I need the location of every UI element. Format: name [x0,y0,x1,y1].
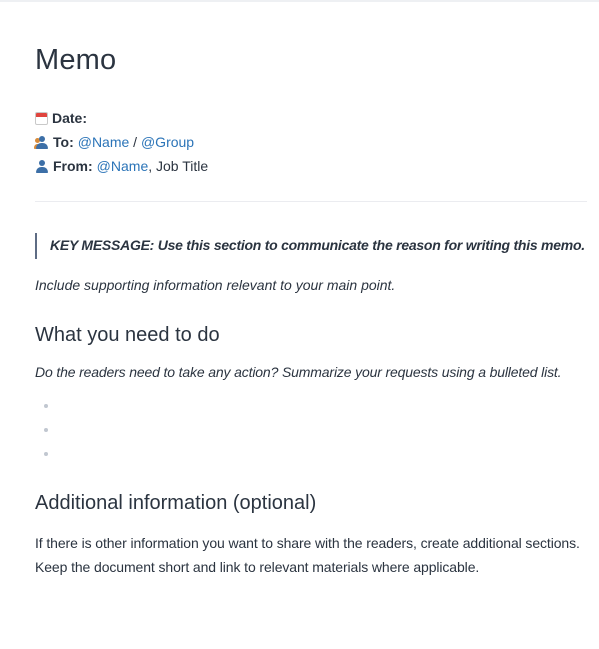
action-prompt-text[interactable]: Do the readers need to take any action? Summarize your requests using a bulleted list. [35,364,562,380]
people-icon [35,135,49,149]
divider [35,201,587,202]
key-message-text: KEY MESSAGE: Use this section to communicate the reason for writing this memo. [50,237,585,253]
date-label: Date: [52,110,88,126]
additional-info-line-2: Keep the document short and link to relevant materials where applicable. [35,559,480,575]
from-label: From: [53,158,93,174]
from-line[interactable] [35,157,208,175]
page-title[interactable]: Memo [35,44,117,76]
to-line[interactable] [35,133,194,151]
section-heading-what-to-do[interactable]: What you need to do [35,324,220,346]
to-group-mention[interactable]: @Group [140,134,195,150]
key-message-quote[interactable] [35,233,589,259]
from-job-title: , Job Title [148,158,209,174]
list-item-bullet[interactable] [44,404,48,408]
from-name-mention[interactable]: @Name [96,158,149,174]
list-item-bullet[interactable] [44,428,48,432]
additional-info-line-1: If there is other information you want to share with the readers, create additional sections. [35,535,580,551]
additional-info-paragraph[interactable] [35,531,595,579]
list-item-bullet[interactable] [44,452,48,456]
person-icon [35,159,49,173]
to-label: To: [53,134,74,150]
to-separator: / [129,134,141,150]
date-line[interactable] [35,109,87,127]
section-heading-additional-info[interactable]: Additional information (optional) [35,492,317,514]
top-border [0,0,599,2]
to-name-mention[interactable]: @Name [77,134,130,150]
supporting-info-text[interactable]: Include supporting information relevant to your main point. [35,277,396,293]
calendar-icon [35,112,48,125]
